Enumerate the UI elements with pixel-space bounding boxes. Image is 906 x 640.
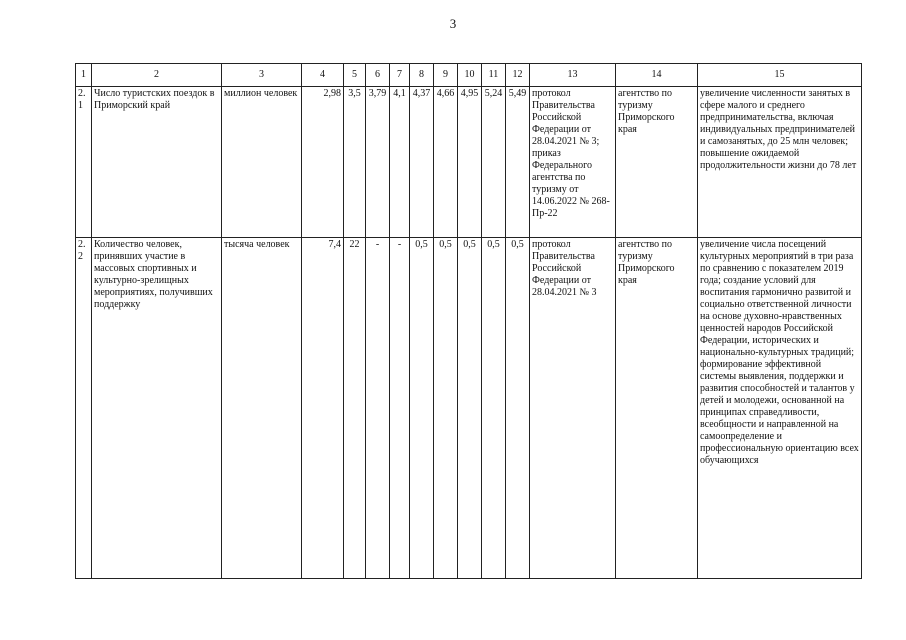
header-cell: 12: [506, 64, 530, 87]
header-cell: 3: [222, 64, 302, 87]
value-col-5: 22: [344, 238, 366, 579]
header-cell: 14: [616, 64, 698, 87]
row-id: 2.2: [76, 238, 92, 579]
table-header-row: [76, 64, 862, 87]
value-col-5: 3,5: [344, 87, 366, 238]
header-cell: 4: [302, 64, 344, 87]
value-col-4: 7,4: [302, 238, 344, 579]
national-goal: увеличение числа посещений культурных мероприятий в три раза по сравнению с показателем 2019 года; создание условий для воспитания гармонично развитой и социально ответственной личности на основе духовно-нравственных ценностей народов Российской Федерации, исторических и национально-культурных традиций; формирование эффективной системы выявления, поддержки и развития способностей и талантов у детей и молодежи, основанной на принципах справедливости, всеобщности и направленной на самоопределение и профессиональную ориентацию всех обучающихся: [698, 238, 862, 579]
value-col-6: -: [366, 238, 390, 579]
value-col-9: 0,5: [434, 238, 458, 579]
value-col-11: 0,5: [482, 238, 506, 579]
unit-of-measure: миллион человек: [222, 87, 302, 238]
source-document: протокол Правительства Российской Федерации от 28.04.2021 № 3; приказ Федерального агентства по туризму от 14.06.2022 № 268-Пр-22: [530, 87, 616, 238]
value-col-10: 4,95: [458, 87, 482, 238]
value-col-7: -: [390, 238, 410, 579]
header-cell: 6: [366, 64, 390, 87]
indicators-table: [75, 63, 862, 579]
value-col-8: 0,5: [410, 238, 434, 579]
header-cell: 9: [434, 64, 458, 87]
table-row: [76, 238, 862, 579]
value-col-8: 4,37: [410, 87, 434, 238]
header-cell: 11: [482, 64, 506, 87]
header-cell: 7: [390, 64, 410, 87]
indicator-name: Количество человек, принявших участие в массовых спортивных и культурно-зрелищных мероприятиях, получивших поддержку: [92, 238, 222, 579]
header-cell: 13: [530, 64, 616, 87]
header-cell: 8: [410, 64, 434, 87]
value-col-9: 4,66: [434, 87, 458, 238]
header-cell: 15: [698, 64, 862, 87]
value-col-12: 0,5: [506, 238, 530, 579]
value-col-7: 4,1: [390, 87, 410, 238]
responsible-body: агентство по туризму Приморского края: [616, 87, 698, 238]
header-cell: 5: [344, 64, 366, 87]
value-col-11: 5,24: [482, 87, 506, 238]
indicator-name: Число туристских поездок в Приморский край: [92, 87, 222, 238]
header-cell: 10: [458, 64, 482, 87]
header-cell: 2: [92, 64, 222, 87]
value-col-6: 3,79: [366, 87, 390, 238]
national-goal: увеличение численности занятых в сфере малого и среднего предпринимательства, включая индивидуальных предпринимателей и самозанятых, до 25 млн человек; повышение ожидаемой продолжительности жизни до 78 лет: [698, 87, 862, 238]
value-col-12: 5,49: [506, 87, 530, 238]
page-number: 3: [449, 16, 457, 31]
header-cell: 1: [76, 64, 92, 87]
table-row: [76, 87, 862, 238]
row-id: 2.1: [76, 87, 92, 238]
value-col-10: 0,5: [458, 238, 482, 579]
source-document: протокол Правительства Российской Федерации от 28.04.2021 № 3: [530, 238, 616, 579]
value-col-4: 2,98: [302, 87, 344, 238]
responsible-body: агентство по туризму Приморского края: [616, 238, 698, 579]
unit-of-measure: тысяча человек: [222, 238, 302, 579]
